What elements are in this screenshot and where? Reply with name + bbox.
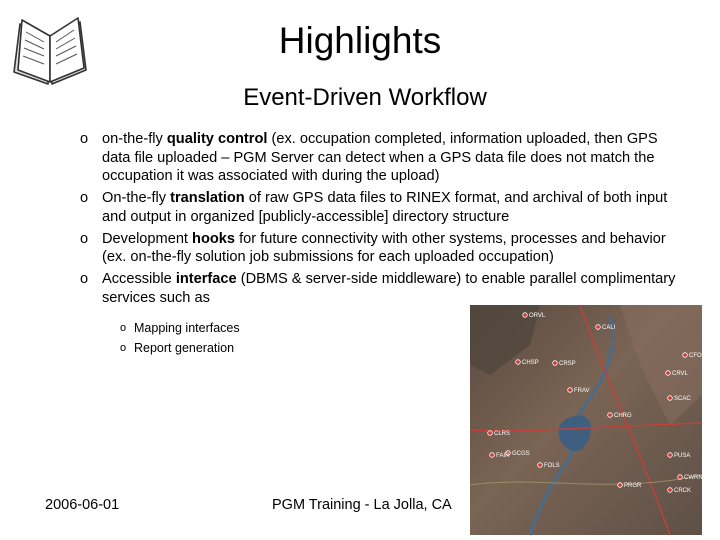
footer-title: PGM Training - La Jolla, CA <box>272 497 452 513</box>
station-label: FOLS <box>544 463 560 469</box>
bullet-text: of raw GPS data files to RINEX format, and archival of both input and output in organized [publicly-accessible] directory structure <box>102 190 668 225</box>
station-label: CLRS <box>494 431 511 437</box>
bullet-text: On-the-fly <box>102 190 171 207</box>
bullet-list <box>80 130 685 310</box>
bullet-emphasis: interface <box>175 270 237 287</box>
station-marker <box>596 325 601 330</box>
bullet-marker: o <box>80 270 89 287</box>
bullet-emphasis: translation <box>170 190 245 207</box>
footer-date: 2006-06-01 <box>45 497 120 513</box>
station-label: CRVL <box>672 371 688 377</box>
station-marker <box>516 360 521 365</box>
bullet-marker: o <box>120 322 127 334</box>
sub-bullet-item <box>120 338 240 358</box>
station-marker <box>523 313 528 318</box>
station-marker <box>668 488 673 493</box>
sub-bullet-item <box>120 318 240 338</box>
station-marker <box>618 483 623 488</box>
station-marker <box>490 453 495 458</box>
bullet-text: (DBMS & server-side middleware) to enable parallel complimentary services such as <box>102 270 676 306</box>
station-map-image <box>470 305 706 535</box>
station-label: FAIR <box>496 453 510 459</box>
bullet-marker: o <box>80 190 89 207</box>
station-label: ORVL <box>529 313 546 319</box>
station-label: GCGS <box>512 451 530 457</box>
bullet-marker: o <box>80 131 89 147</box>
bullet-item <box>80 230 685 267</box>
station-label: CWRN <box>684 475 703 481</box>
bullet-emphasis: hooks <box>192 230 236 247</box>
station-label: CALI <box>602 325 616 331</box>
station-marker <box>668 396 673 401</box>
station-label: PRGR <box>624 483 642 489</box>
bullet-marker: o <box>80 230 89 247</box>
station-label: CRCK <box>674 488 692 494</box>
slide-title: Highlights <box>278 20 442 61</box>
bullet-text: Development <box>102 230 193 247</box>
station-marker <box>608 413 613 418</box>
station-marker <box>488 431 493 436</box>
bullet-item <box>80 189 685 226</box>
bullet-emphasis: quality control <box>166 131 268 147</box>
station-marker <box>666 371 671 376</box>
bullet-text: (ex. occupation completed, information uploaded, then GPS data file uploaded – PGM Server can detect when a GPS data file does not match the occupation it was associated with during the upload) <box>102 131 658 185</box>
station-label: CRSP <box>559 361 576 367</box>
station-label: CHSP <box>522 360 539 366</box>
station-marker <box>568 388 573 393</box>
station-marker <box>678 475 683 480</box>
sub-bullet-list <box>120 318 240 358</box>
station-label: SCAC <box>674 396 691 402</box>
station-label: FRAV <box>574 388 590 394</box>
station-label: CHRG <box>614 413 632 419</box>
bullet-text: on-the-fly <box>102 131 167 147</box>
bullet-marker: o <box>120 342 127 354</box>
station-marker <box>538 463 543 468</box>
bullet-item <box>80 270 685 307</box>
station-label: CFOR <box>689 353 706 359</box>
sub-bullet-text: Report generation <box>134 341 235 355</box>
bullet-text: Accessible <box>102 270 176 287</box>
sub-bullet-text: Mapping interfaces <box>134 321 240 335</box>
station-marker <box>553 361 558 366</box>
station-marker <box>668 453 673 458</box>
bullet-text: for future connectivity with other systems, processes and behavior (ex. on-the-fly solution job submissions for each uploaded occupation) <box>102 230 666 266</box>
station-label: PUSA <box>674 453 691 459</box>
bullet-item <box>80 130 685 186</box>
station-marker <box>683 353 688 358</box>
slide-subtitle: Event-Driven Workflow <box>243 84 487 111</box>
